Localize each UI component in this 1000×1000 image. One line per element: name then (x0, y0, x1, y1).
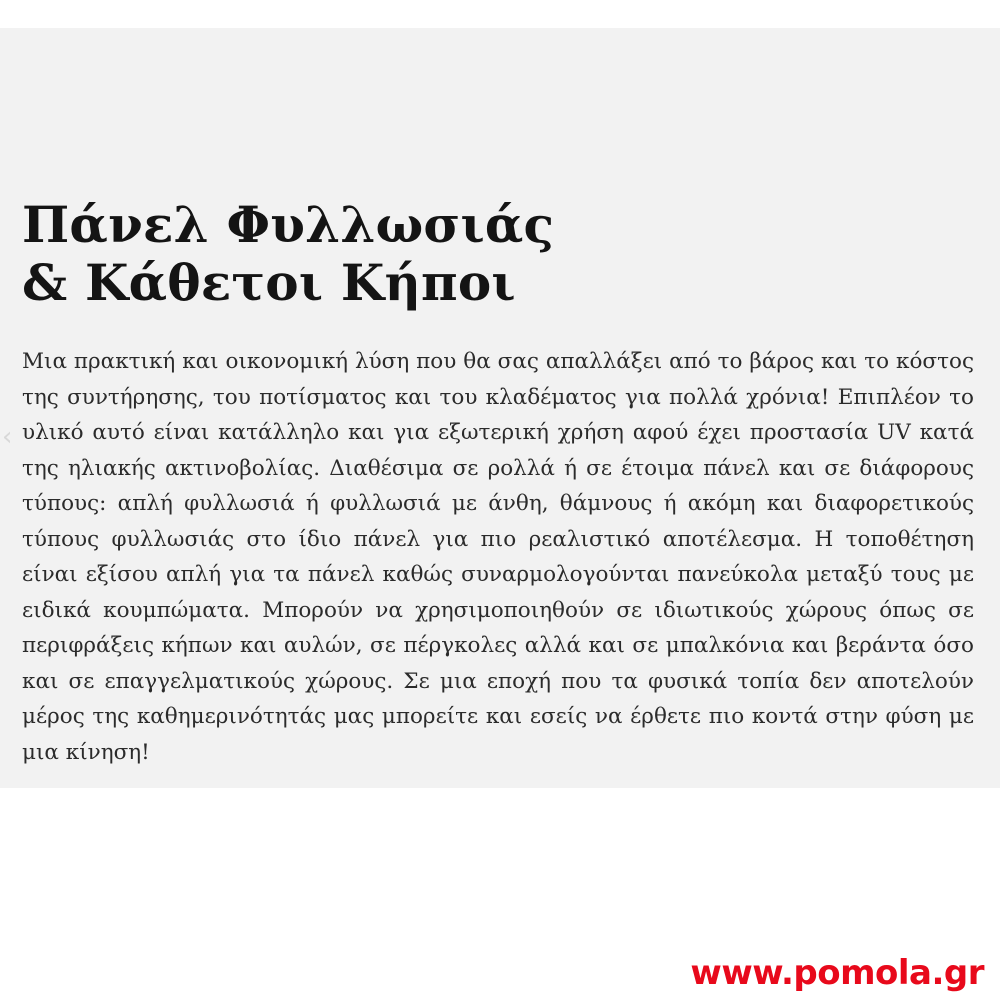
brand-website[interactable]: www.pomola.gr (690, 953, 984, 993)
page-title-line-1: Πάνελ Φυλλωσιάς (22, 195, 555, 254)
page-title (22, 196, 980, 312)
body-paragraph: Μια πρακτική και οικονομική λύση που θα σας απαλλάξει από το βάρος και το κόστος της συντήρησης, του ποτίσματος και του κλαδέματος για πολλά χρόνια! Επιπλέον το υλικό αυτό είναι κατάλληλο και για εξωτερική χρήση αφού έχει προστασία UV κατά της ηλιακής ακτινοβολίας. Διαθέσιμα σε ρολλά ή σε έτοιμα πάνελ και σε διάφορους τύπους: απλή φυλλωσιά ή φυλλωσιά με άνθη, θάμνους ή ακόμη και διαφορετικούς τύπους φυλλωσιάς στο ίδιο πάνελ για πιο ρεαλιστικό αποτέλεσμα. Η τοποθέτηση είναι εξίσου απλή για τα πάνελ καθώς συναρμολογούνται πανεύκολα μεταξύ τους με ειδικά κουμπώματα. Μπορούν να χρησιμοποιηθούν σε ιδιωτικούς χώρους όπως σε περιφράξεις κήπων και αυλών, σε πέργκολες αλλά και σε μπαλκόνια και βεράντα όσο και σε επαγγελματικούς χώρους. Σε μια εποχή που τα φυσικά τοπία δεν αποτελούν μέρος της καθημερινότητάς μας μπορείτε και εσείς να έρθετε πιο κοντά στην φύση με μια κίνηση! (22, 349, 974, 765)
page-title-line-2: & Κάθετοι Κήποι (22, 253, 516, 312)
footer (690, 954, 984, 992)
article-content (22, 196, 980, 770)
chevron-left-icon[interactable]: ‹ (2, 422, 13, 452)
